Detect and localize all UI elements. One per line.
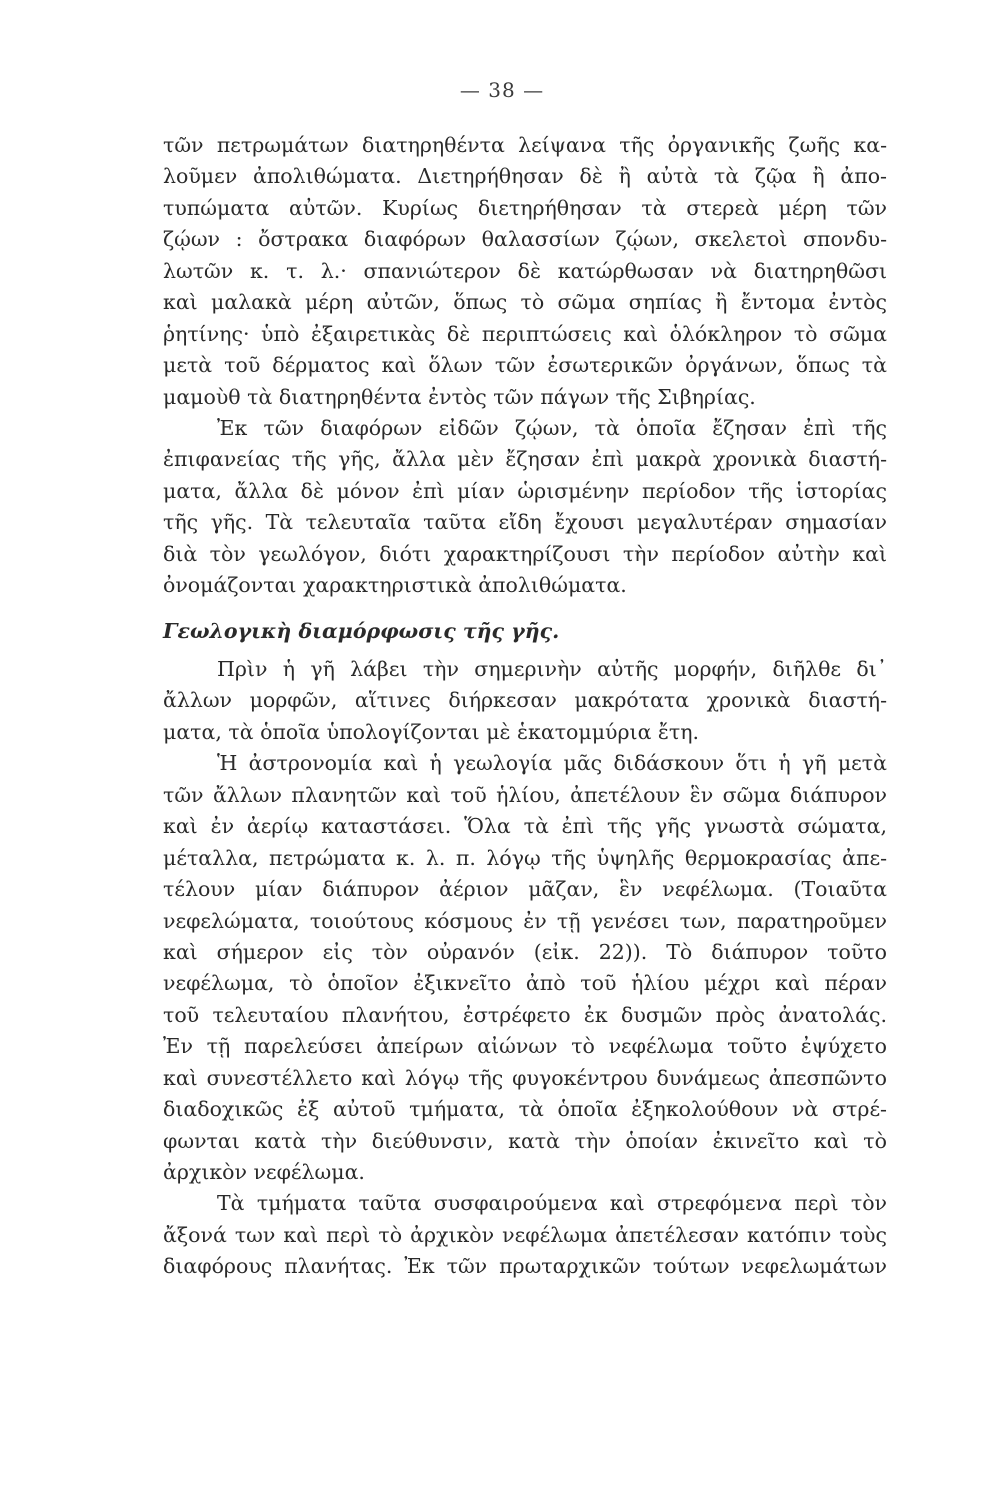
body-text	[163, 130, 887, 1283]
text-line: μέταλλα, πετρώματα κ. λ. π. λόγῳ τῆς ὑψηλῆς θερμοκρασίας ἀπε-	[163, 845, 887, 870]
text-line: ματα, τὰ ὁποῖα ὑπολογίζονται μὲ ἑκατομμύρια ἔτη.	[163, 719, 700, 744]
text-line: ματα, ἄλλα δὲ μόνον ἐπὶ μίαν ὡρισμένην περίοδον τῆς ἱστορίας	[163, 478, 887, 503]
text-line: ἄξονά των καὶ περὶ τὸ ἀρχικὸν νεφέλωμα ἀπετέλεσαν κατόπιν τοὺς	[163, 1222, 887, 1247]
text-line: μετὰ τοῦ δέρματος καὶ ὅλων τῶν ἐσωτερικῶν ὀργάνων, ὅπως τὰ	[163, 353, 887, 378]
paragraph-fossils-definition	[163, 130, 887, 413]
text-line: τυπώματα αὐτῶν. Κυρίως διετηρήθησαν τὰ στερεὰ μέρη τῶν	[163, 195, 887, 220]
text-line: ῥητίνης· ὑπὸ ἐξαιρετικὰς δὲ περιπτώσεις καὶ ὁλόκληρον τὸ σῶμα	[163, 321, 887, 346]
text-line: λοῦμεν ἀπολιθώματα. Διετηρήθησαν δὲ ἢ αὐτὰ τὰ ζῷα ἢ ἀπο-	[163, 164, 887, 189]
text-line: νεφέλωμα, τὸ ὁποῖον ἐξικνεῖτο ἀπὸ τοῦ ἡλίου μέχρι καὶ πέραν	[163, 971, 887, 996]
text-line: διαδοχικῶς ἐξ αὐτοῦ τμήματα, τὰ ὁποῖα ἐξηκολούθουν νὰ στρέ-	[163, 1097, 887, 1122]
section-heading: Γεωλογικὴ διαμόρφωσις τῆς γῆς.	[163, 618, 560, 643]
text-line: τέλουν μίαν διάπυρον ἀέριον μᾶζαν, ἓν νεφέλωμα. (Τοιαῦτα	[163, 877, 887, 902]
text-line: καὶ συνεστέλλετο καὶ λόγῳ τῆς φυγοκέντρου δυνάμεως ἀπεσπῶντο	[163, 1065, 887, 1090]
paragraph-nebula	[163, 748, 887, 1188]
text-line: ζῴων : ὄστρακα διαφόρων θαλασσίων ζῴων, σκελετοὶ σπονδυ-	[163, 227, 887, 252]
paragraph-earth-forms	[163, 654, 887, 748]
text-line: Ἐκ τῶν διαφόρων εἰδῶν ζῴων, τὰ ὁποῖα ἔζησαν ἐπὶ τῆς	[217, 415, 887, 440]
text-line: διαφόρους πλανήτας. Ἐκ τῶν πρωταρχικῶν τούτων νεφελωμάτων	[163, 1254, 887, 1279]
text-line: Τὰ τμήματα ταῦτα συσφαιρούμενα καὶ στρεφόμενα περὶ τὸν	[217, 1191, 887, 1216]
text-line: ἄλλων μορφῶν, αἵτινες διήρκεσαν μακρότατα χρονικὰ διαστή-	[163, 688, 887, 713]
paragraph-characteristic-fossils	[163, 413, 887, 602]
text-line: τῆς γῆς. Τὰ τελευταῖα ταῦτα εἴδη ἔχουσι μεγαλυτέραν σημασίαν	[163, 510, 887, 535]
text-line: ἐπιφανείας τῆς γῆς, ἄλλα μὲν ἔζησαν ἐπὶ μακρὰ χρονικὰ διαστή-	[163, 447, 887, 472]
text-line: τῶν πετρωμάτων διατηρηθέντα λείψανα τῆς ὀργανικῆς ζωῆς κα-	[163, 133, 887, 157]
text-line: φωνται κατὰ τὴν διεύθυνσιν, κατὰ τὴν ὁποίαν ἐκινεῖτο καὶ τὸ	[163, 1128, 887, 1153]
text-line: λωτῶν κ. τ. λ.· σπανιώτερον δὲ κατώρθωσαν νὰ διατηρηθῶσι	[163, 258, 887, 283]
text-line: καὶ σήμερον εἰς τὸν οὐρανόν (εἰκ. 22)). Τὸ διάπυρον τοῦτο	[163, 939, 887, 964]
page-number: — 38 —	[459, 78, 545, 102]
text-line: τοῦ τελευταίου πλανήτου, ἐστρέφετο ἐκ δυσμῶν πρὸς ἀνατολάς.	[163, 1002, 887, 1027]
text-line: Πρὶν ἡ γῆ λάβει τὴν σημερινὴν αὐτῆς μορφήν, διῆλθε δι᾽	[217, 657, 887, 681]
text-line: καὶ ἐν ἀερίῳ καταστάσει. Ὅλα τὰ ἐπὶ τῆς γῆς γνωστὰ σώματα,	[163, 814, 887, 839]
text-line: καὶ μαλακὰ μέρη αὐτῶν, ὅπως τὸ σῶμα σηπίας ἢ ἔντομα ἐντὸς	[163, 290, 887, 315]
text-line: μαμοὺθ τὰ διατηρηθέντα ἐντὸς τῶν πάγων τῆς Σιβηρίας.	[163, 384, 756, 409]
text-line: ἀρχικὸν νεφέλωμα.	[163, 1160, 365, 1184]
text-line: διὰ τὸν γεωλόγον, διότι χαρακτηρίζουσι τὴν περίοδον αὐτὴν καὶ	[163, 541, 887, 566]
text-line: τῶν ἄλλων πλανητῶν καὶ τοῦ ἡλίου, ἀπετέλουν ἓν σῶμα διάπυρον	[163, 782, 887, 807]
text-line: Ἡ ἀστρονομία καὶ ἡ γεωλογία μᾶς διδάσκουν ὅτι ἡ γῆ μετὰ	[217, 751, 887, 776]
text-line: ὀνομάζονται χαρακτηριστικὰ ἀπολιθώματα.	[163, 573, 627, 598]
text-line: Ἐν τῇ παρελεύσει ἀπείρων αἰώνων τὸ νεφέλωμα τοῦτο ἐψύχετο	[163, 1034, 887, 1059]
paragraph-planets	[163, 1188, 887, 1282]
text-line: νεφελώματα, τοιούτους κόσμους ἐν τῇ γενέσει των, παρατηροῦμεν	[163, 908, 887, 933]
